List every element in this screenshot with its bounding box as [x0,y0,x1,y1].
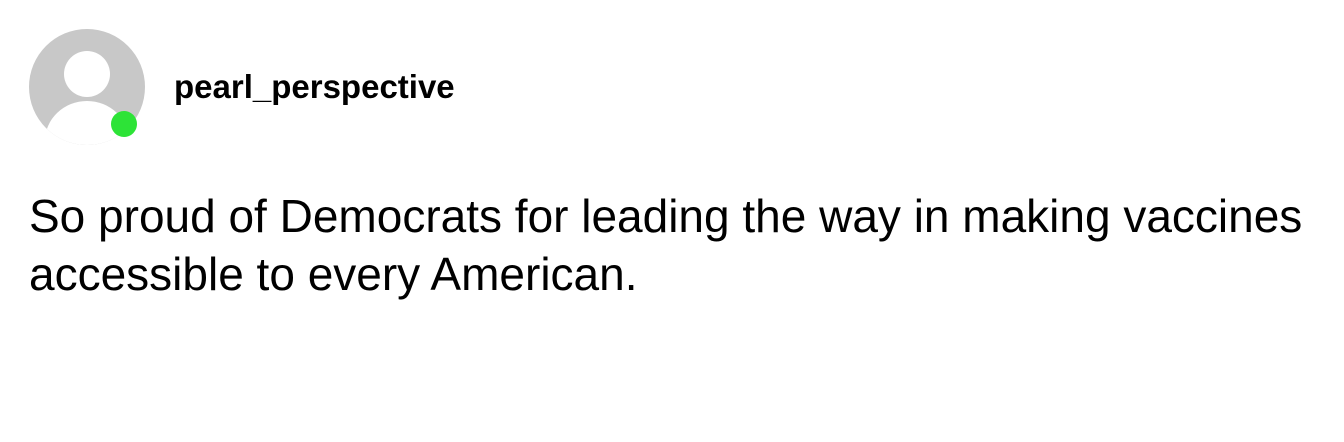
online-status-dot [111,111,137,137]
post-text: So proud of Democrats for leading the way in making vaccines accessible to every American. [29,190,1303,300]
username[interactable]: pearl_perspective [174,68,455,105]
